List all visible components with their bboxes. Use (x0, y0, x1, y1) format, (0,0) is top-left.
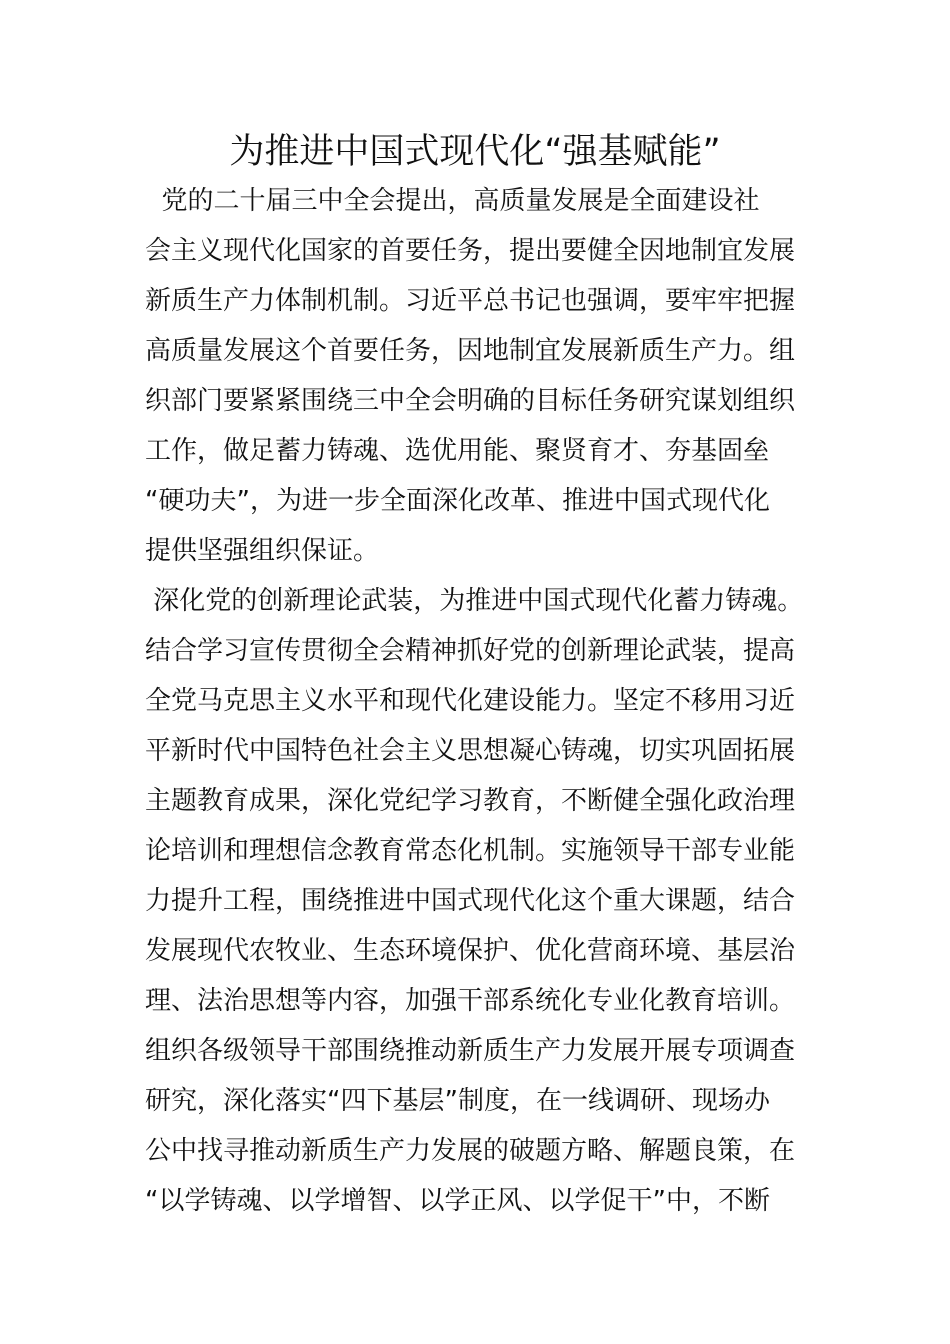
paragraph-line: 工作，做足蓄力铸魂、选优用能、聚贤育才、夯基固垒 (145, 436, 770, 466)
paragraph-line: 公中找寻推动新质生产力发展的破题方略、解题良策，在 (145, 1136, 796, 1166)
document-title: 为推进中国式现代化“强基赋能” (229, 132, 721, 172)
paragraph-line: 力提升工程，围绕推进中国式现代化这个重大课题，结合 (145, 886, 796, 916)
paragraph-line: 党的二十届三中全会提出，高质量发展是全面建设社 (145, 186, 760, 216)
paragraph-line: 高质量发展这个首要任务，因地制宜发展新质生产力。组 (145, 336, 796, 366)
paragraph-line: “以学铸魂、以学增智、以学正风、以学促干”中，不断 (145, 1186, 770, 1216)
paragraph-line: 织部门要紧紧围绕三中全会明确的目标任务研究谋划组织 (145, 386, 796, 416)
paragraph-line: 主题教育成果，深化党纪学习教育，不断健全强化政治理 (145, 786, 796, 816)
paragraph-line: 论培训和理想信念教育常态化机制。实施领导干部专业能 (145, 836, 796, 866)
paragraph-line: 提供坚强组织保证。 (145, 536, 380, 566)
paragraph-line: 深化党的创新理论武装，为推进中国式现代化蓄力铸魂。 (145, 586, 804, 616)
paragraph-line: 理、法治思想等内容，加强干部系统化专业化教育培训。 (145, 986, 796, 1016)
paragraph-line: 结合学习宣传贯彻全会精神抓好党的创新理论武装，提高 (145, 636, 796, 666)
paragraph-line: 组织各级领导干部围绕推动新质生产力发展开展专项调查 (145, 1036, 796, 1066)
paragraph-line: 新质生产力体制机制。习近平总书记也强调，要牢牢把握 (145, 286, 796, 316)
paragraph-line: 会主义现代化国家的首要任务，提出要健全因地制宜发展 (145, 236, 796, 266)
paragraph-line: 发展现代农牧业、生态环境保护、优化营商环境、基层治 (145, 936, 796, 966)
paragraph-line: 全党马克思主义水平和现代化建设能力。坚定不移用习近 (145, 686, 796, 716)
paragraph-line: 研究，深化落实“四下基层”制度，在一线调研、现场办 (145, 1086, 770, 1116)
paragraph-line: “硬功夫”，为进一步全面深化改革、推进中国式现代化 (145, 486, 770, 516)
paragraph-line: 平新时代中国特色社会主义思想凝心铸魂，切实巩固拓展 (145, 736, 796, 766)
